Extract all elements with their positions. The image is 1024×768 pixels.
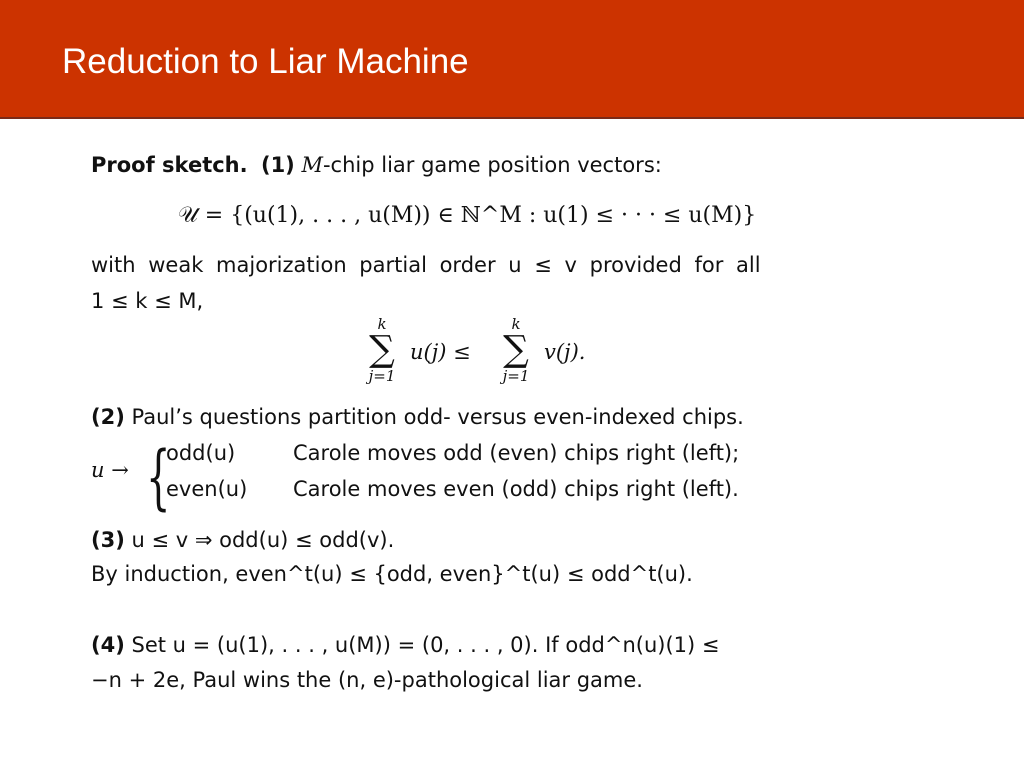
sum-left-upper: k [377,315,387,333]
proof-heading: Proof sketch. [91,153,248,177]
case2-text: Carole moves even (odd) chips right (left). [293,477,739,501]
step2-intro [91,405,744,429]
step4-label: (4) [91,633,125,657]
sum-right [496,316,536,384]
sum-right-lower: j=1 [502,367,530,385]
left-brace-icon: { [146,436,171,518]
sum-left-term: u(j) ≤ [410,340,471,364]
set-formula: 𝒰 = {(u(1), . . . , u(M)) ∈ ℕ^M : u(1) ≤ · · · ≤ u(M)} [178,203,757,228]
order-range: 1 ≤ k ≤ M, [91,289,204,313]
case2-fn: even(u) [166,477,248,501]
sigma-left-icon: ∑ [369,329,395,370]
order-text: with weak majorization partial order u ≤ v provided for all [91,253,761,277]
step3-line [91,528,394,552]
step3-label: (3) [91,528,125,552]
case1-text: Carole moves odd (even) chips right (left); [293,441,740,465]
step1-intro [91,153,662,177]
sum-left-lower: j=1 [368,367,396,385]
step4-text1: Set u = (u(1), . . . , u(M)) = (0, . . . , 0). If odd^n(u)(1) ≤ [131,633,720,657]
step4-line2: −n + 2e, Paul wins the (n, e)-pathological liar game. [91,668,643,692]
step2-text: Paul’s questions partition odd- versus even-indexed chips. [131,405,744,429]
title-bar [0,0,1024,119]
sum-left [362,316,402,384]
step1-m-symbol: M [301,153,323,177]
step2-label: (2) [91,405,125,429]
sum-right-upper: k [511,315,521,333]
case1-fn: odd(u) [166,441,236,465]
induction-line: By induction, even^t(u) ≤ {odd, even}^t(u) ≤ odd^t(u). [91,562,693,586]
map-lhs: u → [91,458,129,482]
step3-formula: u ≤ v ⇒ odd(u) ≤ odd(v). [131,528,395,552]
step1-label: (1) [260,153,295,177]
slide-title: Reduction to Liar Machine [62,42,469,81]
step1-text: -chip liar game position vectors: [322,153,662,177]
sum-right-term: v(j). [544,340,586,364]
sigma-right-icon: ∑ [503,329,529,370]
step4-line1 [91,633,719,657]
